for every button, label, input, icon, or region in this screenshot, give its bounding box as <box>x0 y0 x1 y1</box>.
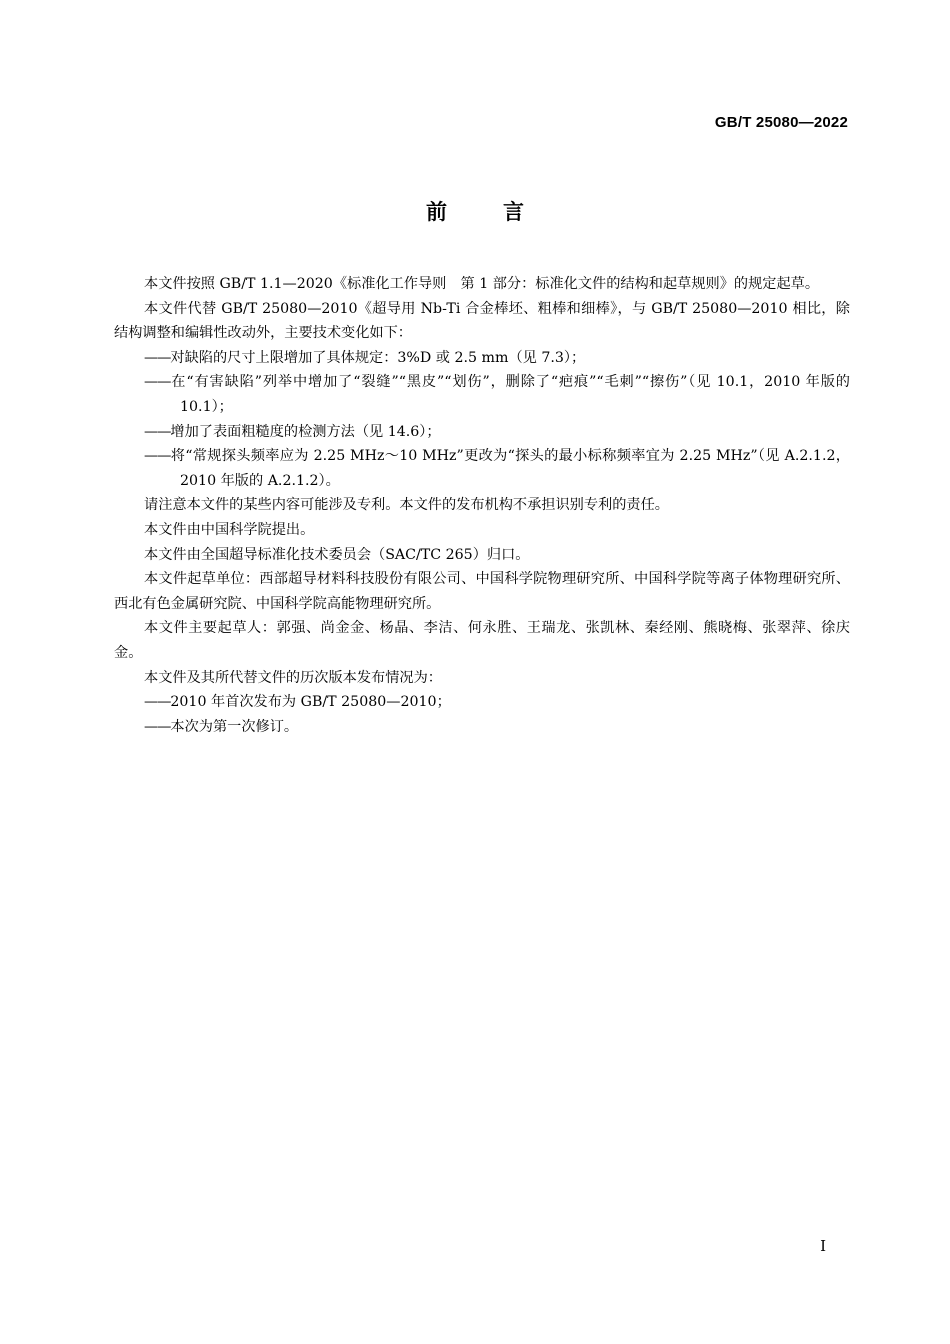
paragraph-committee: 本文件由全国超导标准化技术委员会（SAC/TC 265）归口。 <box>144 546 530 563</box>
change-item-harmful-defects: —— 在“有害缺陷”列举中增加了“裂缝”“黑皮”“划伤”，删除了“疤痕”“毛刺”“擦伤”（见 10.1，2010 年版的 10.1）； <box>114 370 850 419</box>
title-char-2: 言 <box>503 200 524 224</box>
paragraph-version-history: 本文件及其所代替文件的历次版本发布情况为： <box>144 669 442 686</box>
foreword-body <box>114 272 850 739</box>
paragraph-replacement: 本文件代替 GB/T 25080—2010《超导用 Nb-Ti 合金棒坯、粗棒和细棒》，与 GB/T 25080—2010 相比，除结构调整和编辑性改动外，主要技术变化如下： <box>114 300 850 342</box>
paragraph-drafters: 本文件主要起草人：郭强、尚金金、杨晶、李洁、何永胜、王瑞龙、张凯林、秦经刚、熊晓梅、张翠萍、徐庆金。 <box>114 620 850 661</box>
paragraph-proposer: 本文件由中国科学院提出。 <box>144 521 315 538</box>
standard-number-header: GB/T 25080—2022 <box>714 114 848 131</box>
history-item-revision: —— 本次为第一次修订。 <box>114 715 850 740</box>
paragraph-drafting-rules: 本文件按照 GB/T 1.1—2020《标准化工作导则 第 1 部分：标准化文件的结构和起草规则》的规定起草。 <box>144 276 820 292</box>
history-item-first-release: —— 2010 年首次发布为 GB/T 25080—2010； <box>114 690 850 715</box>
paragraph-drafting-units: 本文件起草单位：西部超导材料科技股份有限公司、中国科学院物理研究所、中国科学院等离子体物理研究所、西北有色金属研究院、中国科学院高能物理研究所。 <box>114 571 850 612</box>
title-char-1: 前 <box>426 200 447 224</box>
change-item-probe-frequency: —— 将“常规探头频率应为 2.25 MHz～10 MHz”更改为“探头的最小标称频率宜为 2.25 MHz”（见 A.2.1.2，2010 年版的 A.2.1.2）。 <box>114 444 850 493</box>
change-item-defect-size: —— 对缺陷的尺寸上限增加了具体规定：3%D 或 2.5 mm（见 7.3）； <box>114 346 850 371</box>
page-number: I <box>820 1237 826 1255</box>
page-title <box>0 196 950 226</box>
change-item-roughness: —— 增加了表面粗糙度的检测方法（见 14.6）； <box>114 420 850 445</box>
paragraph-patent-notice: 请注意本文件的某些内容可能涉及专利。本文件的发布机构不承担识别专利的责任。 <box>144 497 669 514</box>
